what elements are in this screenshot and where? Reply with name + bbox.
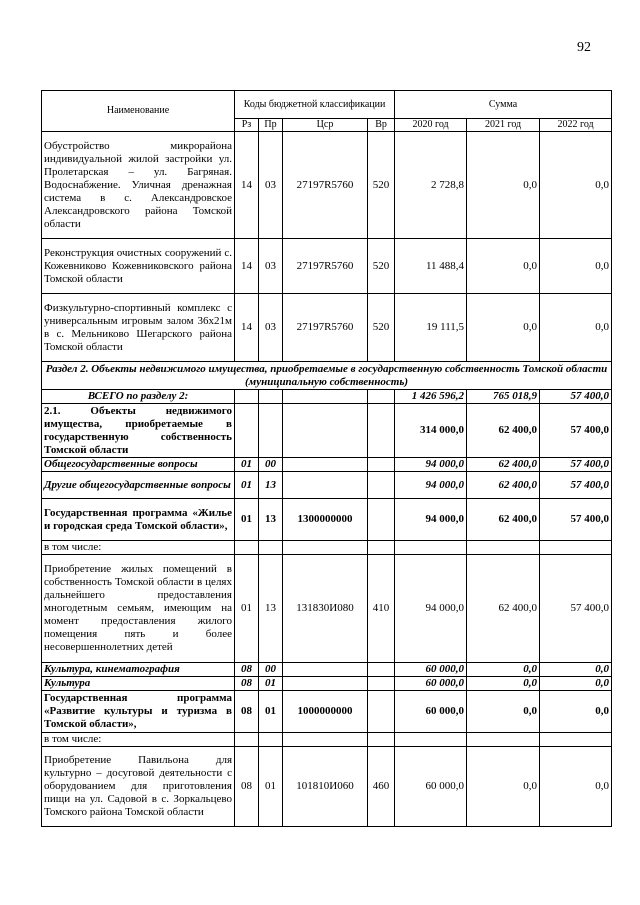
header-2022: 2022 год	[540, 119, 612, 132]
row-pr: 00	[259, 458, 283, 472]
row-2020: 19 111,5	[395, 294, 467, 362]
row-pr: 01	[259, 677, 283, 691]
row-name: Приобретение Павильона для культурно – досуговой деятельности с оборудованием для приготовления пищи на ул. Садовой в с. Зоркальцево Томского района Томской области	[42, 747, 235, 827]
row-2020: 314 000,0	[395, 404, 467, 458]
row-rz: 01	[235, 499, 259, 541]
row-2022: 0,0	[540, 663, 612, 677]
row-2021: 0,0	[467, 691, 540, 733]
row-2022: 0,0	[540, 747, 612, 827]
row-csr: 27197R5760	[283, 132, 368, 239]
row-name: Обустройство микрорайона индивидуальной жилой застройки ул. Пролетарская – ул. Багряная. Водоснабжение. Уличная дренажная система в с. Александровское Александровского района Томской области	[42, 132, 235, 239]
header-row	[42, 91, 612, 119]
row-2022: 57 400,0	[540, 458, 612, 472]
row-rz: 01	[235, 555, 259, 663]
row-csr: 27197R5760	[283, 239, 368, 294]
row-2022: 57 400,0	[540, 499, 612, 541]
header-vr: Вр	[368, 119, 395, 132]
header-2020: 2020 год	[395, 119, 467, 132]
total-row	[42, 390, 612, 404]
subsection-row	[42, 404, 612, 458]
page-number: 92	[577, 40, 591, 55]
row-2020: 94 000,0	[395, 555, 467, 663]
table-row	[42, 555, 612, 663]
row-2022: 57 400,0	[540, 404, 612, 458]
row-name: в том числе:	[42, 733, 235, 747]
row-pr: 03	[259, 239, 283, 294]
row-2021: 62 400,0	[467, 499, 540, 541]
section-2-title: Раздел 2. Объекты недвижимого имущества, приобретаемые в государственную собственность Томской области (муниципальную собственность)	[42, 362, 612, 390]
header-csr: Цср	[283, 119, 368, 132]
header-name: Наименование	[42, 91, 235, 132]
row-rz: 08	[235, 677, 259, 691]
row-2021: 62 400,0	[467, 555, 540, 663]
row-vr: 410	[368, 555, 395, 663]
row-2020: 60 000,0	[395, 663, 467, 677]
table-row	[42, 691, 612, 733]
row-2020: 60 000,0	[395, 677, 467, 691]
row-pr: 13	[259, 472, 283, 499]
row-csr: 1000000000	[283, 691, 368, 733]
header-sum: Сумма	[395, 91, 612, 119]
row-2020: 60 000,0	[395, 747, 467, 827]
row-rz: 14	[235, 132, 259, 239]
row-2021: 0,0	[467, 132, 540, 239]
row-rz: 14	[235, 239, 259, 294]
row-vr: 520	[368, 239, 395, 294]
table-row	[42, 663, 612, 677]
total-2020: 1 426 596,2	[395, 390, 467, 404]
row-2020: 94 000,0	[395, 472, 467, 499]
row-name: Культура	[42, 677, 235, 691]
table-row	[42, 458, 612, 472]
row-2020: 2 728,8	[395, 132, 467, 239]
row-vr: 520	[368, 294, 395, 362]
row-csr: 101810И060	[283, 747, 368, 827]
header-codes: Коды бюджетной классификации	[235, 91, 395, 119]
row-2021: 0,0	[467, 239, 540, 294]
table-row	[42, 294, 612, 362]
row-name: Реконструкция очистных сооружений с. Кожевниково Кожевниковского района Томской области	[42, 239, 235, 294]
row-pr: 13	[259, 555, 283, 663]
row-2021: 0,0	[467, 747, 540, 827]
table-row	[42, 472, 612, 499]
row-rz: 08	[235, 747, 259, 827]
row-2022: 0,0	[540, 132, 612, 239]
row-2021: 62 400,0	[467, 404, 540, 458]
row-name: Государственная программа «Жилье и городская среда Томской области»,	[42, 499, 235, 541]
row-vr: 520	[368, 132, 395, 239]
row-pr: 03	[259, 132, 283, 239]
row-2021: 0,0	[467, 663, 540, 677]
row-pr: 01	[259, 747, 283, 827]
table-row	[42, 747, 612, 827]
row-2021: 0,0	[467, 294, 540, 362]
row-rz: 01	[235, 458, 259, 472]
row-name: Физкультурно-спортивный комплекс с универсальным игровым залом 36х21м в с. Мельниково Шегарского района Томской области	[42, 294, 235, 362]
row-name: Приобретение жилых помещений в собственность Томской области в целях дальнейшего предоставления многодетным семьям, имеющим на момент предоставления жилого помещения пять и более несовершеннолетних детей	[42, 555, 235, 663]
row-pr: 13	[259, 499, 283, 541]
row-csr: 1300000000	[283, 499, 368, 541]
budget-table	[41, 90, 612, 827]
table-row	[42, 677, 612, 691]
row-pr: 03	[259, 294, 283, 362]
row-2022: 0,0	[540, 677, 612, 691]
row-rz: 14	[235, 294, 259, 362]
row-2020: 94 000,0	[395, 499, 467, 541]
row-vr: 460	[368, 747, 395, 827]
table-row	[42, 733, 612, 747]
row-2020: 60 000,0	[395, 691, 467, 733]
row-2021: 0,0	[467, 677, 540, 691]
row-rz: 08	[235, 663, 259, 677]
row-name: Государственная программа «Развитие культуры и туризма в Томской области»,	[42, 691, 235, 733]
header-2021: 2021 год	[467, 119, 540, 132]
header-pr: Пр	[259, 119, 283, 132]
row-2022: 57 400,0	[540, 555, 612, 663]
row-2021: 62 400,0	[467, 472, 540, 499]
row-csr: 131830И080	[283, 555, 368, 663]
table-row	[42, 499, 612, 541]
table-row	[42, 239, 612, 294]
row-rz: 01	[235, 472, 259, 499]
row-2022: 0,0	[540, 691, 612, 733]
row-csr: 27197R5760	[283, 294, 368, 362]
total-2022: 57 400,0	[540, 390, 612, 404]
row-2020: 11 488,4	[395, 239, 467, 294]
row-2022: 57 400,0	[540, 472, 612, 499]
row-2022: 0,0	[540, 239, 612, 294]
row-2021: 62 400,0	[467, 458, 540, 472]
table-row	[42, 541, 612, 555]
header-rz: Рз	[235, 119, 259, 132]
row-name: Общегосударственные вопросы	[42, 458, 235, 472]
row-2022: 0,0	[540, 294, 612, 362]
row-name: 2.1. Объекты недвижимого имущества, приобретаемые в государственную собственность Томской области	[42, 404, 235, 458]
row-name: Культура, кинематография	[42, 663, 235, 677]
total-2021: 765 018,9	[467, 390, 540, 404]
row-pr: 01	[259, 691, 283, 733]
table-row	[42, 132, 612, 239]
row-pr: 00	[259, 663, 283, 677]
row-rz: 08	[235, 691, 259, 733]
row-2020: 94 000,0	[395, 458, 467, 472]
total-label: ВСЕГО по разделу 2:	[42, 390, 235, 404]
row-name: Другие общегосударственные вопросы	[42, 472, 235, 499]
section-row	[42, 362, 612, 390]
row-name: в том числе:	[42, 541, 235, 555]
